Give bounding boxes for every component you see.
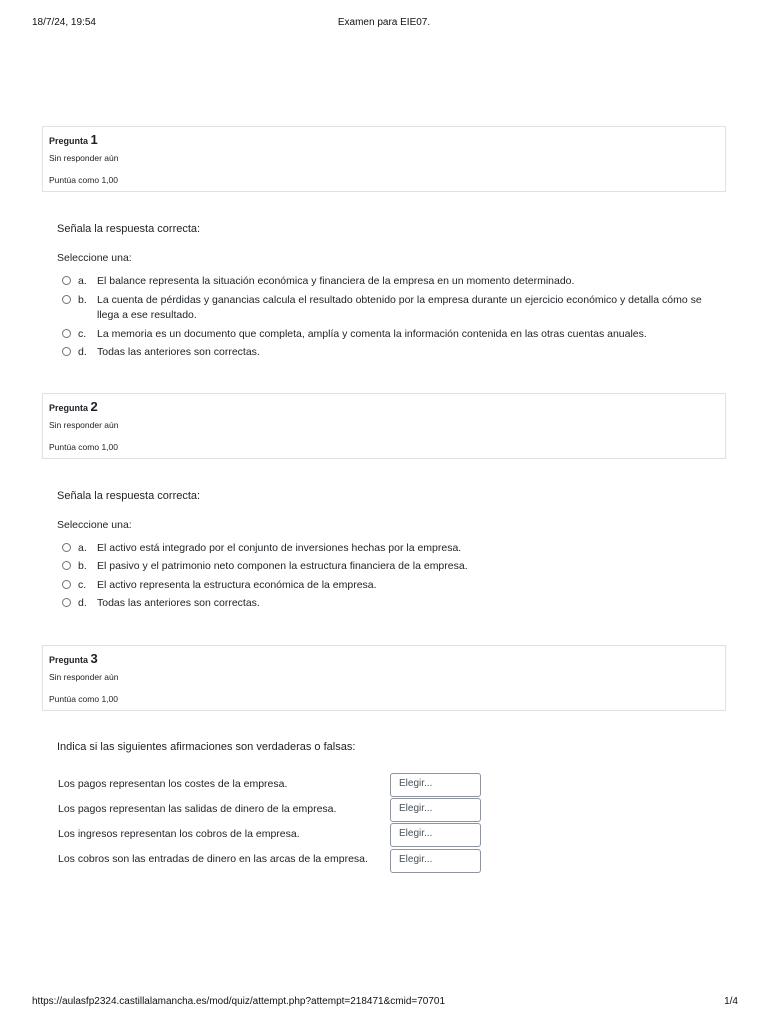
match-statement-1: Los pagos representan los costes de la empresa. bbox=[58, 778, 288, 790]
match-statement-3: Los ingresos representan los cobros de la empresa. bbox=[58, 828, 300, 840]
answer-option-1d[interactable] bbox=[62, 345, 712, 360]
match-statement-4: Los cobros son las entradas de dinero en las arcas de la empresa. bbox=[58, 853, 368, 865]
print-header bbox=[32, 17, 736, 31]
answer-letter: a. bbox=[78, 275, 87, 287]
question-text-1: Señala la respuesta correcta: bbox=[57, 223, 201, 235]
answer-text: Todas las anteriores son correctas. bbox=[97, 597, 260, 609]
true-false-select-2[interactable]: Elegir... bbox=[390, 798, 481, 822]
question-grade: Puntúa como 1,00 bbox=[49, 442, 118, 452]
answer-letter: c. bbox=[78, 328, 87, 340]
radio-button[interactable] bbox=[62, 561, 71, 570]
answer-letter: d. bbox=[78, 597, 87, 609]
radio-button[interactable] bbox=[62, 276, 71, 285]
question-number: Pregunta 2 bbox=[49, 399, 98, 414]
answer-option-2b[interactable] bbox=[62, 559, 712, 574]
print-title: Examen para EIE07. bbox=[337, 17, 431, 28]
answer-text: El activo representa la estructura económica de la empresa. bbox=[97, 579, 377, 591]
radio-button[interactable] bbox=[62, 580, 71, 589]
answer-option-1c[interactable] bbox=[62, 327, 712, 342]
question-info-2 bbox=[42, 393, 726, 459]
print-date: 18/7/24, 19:54 bbox=[32, 17, 96, 28]
true-false-select-4[interactable]: Elegir... bbox=[390, 849, 481, 873]
answer-letter: a. bbox=[78, 542, 87, 554]
answer-option-2c[interactable] bbox=[62, 578, 712, 593]
radio-button[interactable] bbox=[62, 329, 71, 338]
question-state: Sin responder aún bbox=[49, 420, 119, 430]
question-info-1 bbox=[42, 126, 726, 192]
question-text-2: Señala la respuesta correcta: bbox=[57, 490, 201, 502]
question-grade: Puntúa como 1,00 bbox=[49, 175, 118, 185]
true-false-select-1[interactable]: Elegir... bbox=[390, 773, 481, 797]
answer-text: La cuenta de pérdidas y ganancias calcula el resultado obtenido por la empresa durante un ejercicio económico y detalla cómo se llega a ese resultado. bbox=[97, 294, 702, 321]
print-footer bbox=[32, 996, 738, 1010]
answer-letter: c. bbox=[78, 579, 87, 591]
question-text-3: Indica si las siguientes afirmaciones son verdaderas o falsas: bbox=[57, 741, 356, 753]
match-statement-2: Los pagos representan las salidas de dinero de la empresa. bbox=[58, 803, 337, 815]
answer-text: La memoria es un documento que completa, amplía y comenta la información contenida en las otras cuentas anuales. bbox=[97, 328, 647, 340]
answer-text: El pasivo y el patrimonio neto componen la estructura financiera de la empresa. bbox=[97, 560, 468, 572]
question-number: Pregunta 1 bbox=[49, 132, 98, 147]
true-false-select-3[interactable]: Elegir... bbox=[390, 823, 481, 847]
radio-button[interactable] bbox=[62, 347, 71, 356]
answer-text: El activo está integrado por el conjunto de inversiones hechas por la empresa. bbox=[97, 542, 462, 554]
radio-button[interactable] bbox=[62, 295, 71, 304]
answer-text: El balance representa la situación económica y financiera de la empresa en un momento determinado. bbox=[97, 275, 575, 287]
question-state: Sin responder aún bbox=[49, 672, 119, 682]
radio-button[interactable] bbox=[62, 598, 71, 607]
answer-option-2a[interactable] bbox=[62, 541, 712, 556]
question-state: Sin responder aún bbox=[49, 153, 119, 163]
question-prompt-2: Seleccione una: bbox=[57, 519, 132, 531]
question-grade: Puntúa como 1,00 bbox=[49, 694, 118, 704]
question-info-3 bbox=[42, 645, 726, 711]
radio-button[interactable] bbox=[62, 543, 71, 552]
question-prompt-1: Seleccione una: bbox=[57, 252, 132, 264]
answer-option-2d[interactable] bbox=[62, 596, 712, 611]
page-number: 1/4 bbox=[724, 996, 738, 1007]
answer-option-1a[interactable] bbox=[62, 274, 712, 289]
answer-letter: b. bbox=[78, 294, 87, 306]
answer-letter: b. bbox=[78, 560, 87, 572]
page-url: https://aulasfp2324.castillalamancha.es/mod/quiz/attempt.php?attempt=218471&cmid=70701 bbox=[32, 996, 446, 1007]
answer-option-1b[interactable] bbox=[62, 293, 712, 323]
answer-letter: d. bbox=[78, 346, 87, 358]
question-number: Pregunta 3 bbox=[49, 651, 98, 666]
answer-text: Todas las anteriores son correctas. bbox=[97, 346, 260, 358]
